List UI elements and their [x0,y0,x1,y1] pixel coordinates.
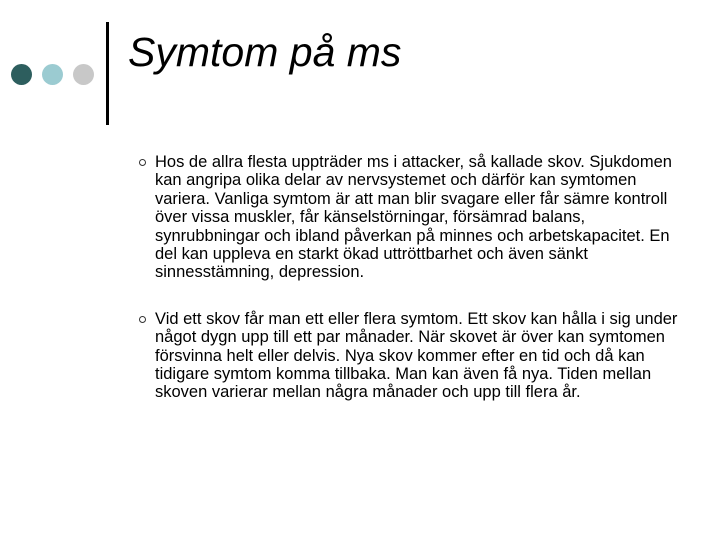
dot-icon-light-gray [73,64,94,85]
title-divider [106,22,109,125]
page-title: Symtom på ms [128,29,402,75]
bullet-text: Vid ett skov får man ett eller flera symtom. Ett skov kan hålla i sig under något dygn upp till ett par månader. När skovet är över kan symtomen försvinna helt eller delvis. Nya skov kommer efter en tid och då kan tidigare symtom komma tillbaka. Man kan även få nya. Tiden mellan skoven varierar mellan några månader och upp till flera år. [155,309,678,402]
bullet-text: Hos de allra flesta uppträder ms i attacker, så kallade skov. Sjukdomen kan angripa olika delar av nervsystemet och därför kan symtomen variera. Vanliga symtom är att man blir svagare eller får sämre kontroll över vissa muskler, får känselstörningar, försämrad balans, synrubbningar och ibland påverkan på minnes och arbetskapacitet. En del kan uppleva en starkt ökad uttröttbarhet och även sänkt sinnesstämning, depression. [155,153,672,282]
dot-icon-light-teal [42,64,63,85]
list-item [130,153,690,282]
bullet-list [130,153,690,402]
bullet-circle-icon [139,316,146,323]
bullet-circle-icon [139,159,146,166]
decorative-dots [11,64,97,86]
dot-icon-dark-teal [11,64,32,85]
list-item [130,310,690,402]
